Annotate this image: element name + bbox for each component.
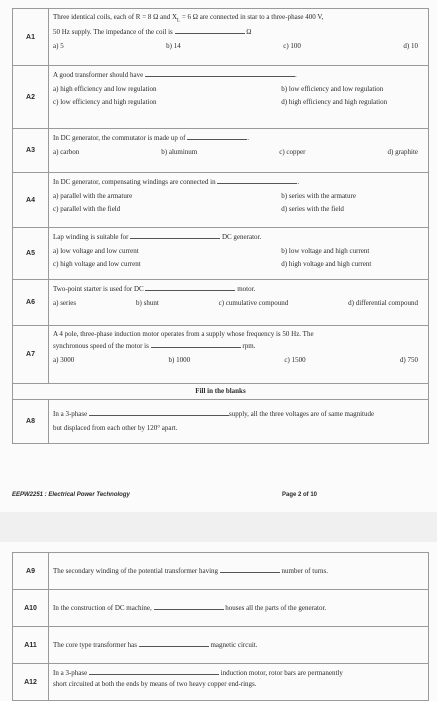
question-row	[13, 664, 429, 701]
option[interactable]: a) series	[53, 299, 77, 307]
question-number: A7	[13, 326, 49, 384]
option[interactable]: c) low efficiency and high regulation	[53, 98, 157, 106]
question-number: A11	[13, 627, 49, 664]
option[interactable]: d) 750	[399, 356, 418, 364]
option[interactable]: b) aluminum	[161, 148, 198, 156]
question-body: Three identical coils, each of R = 8 Ω and $X_L = 6$ Ω are connected in star to a three-phase 400 V, 50 Hz supply. The impedance of the coil is Ω a) 5 b) 14 c) 100 d) 10	[49, 9, 429, 66]
question-row	[13, 326, 429, 384]
option[interactable]: a) low voltage and low current	[53, 247, 139, 255]
option[interactable]: d) differential compound	[348, 299, 418, 307]
question-body: In a 3-phase supply, all the three voltages are of same magnitude but displaced from each other by 120° apart.	[49, 400, 429, 444]
answer-blank[interactable]	[217, 176, 297, 184]
option[interactable]: d) high efficiency and high regulation	[281, 98, 388, 106]
question-number: A5	[13, 228, 49, 280]
question-number: A2	[13, 66, 49, 129]
page-break	[0, 512, 437, 542]
questions-table-page2	[12, 8, 429, 444]
page-number: Page 2 of 10	[282, 492, 318, 498]
question-number: A4	[13, 173, 49, 228]
answer-blank[interactable]	[175, 26, 245, 34]
question-body: The secondary winding of the potential transformer having number of turns.	[49, 553, 429, 590]
question-body: Two-point starter is used for DC motor. a) series b) shunt c) cumulative compound d) differential compound	[49, 280, 429, 326]
option[interactable]: a) carbon	[53, 148, 80, 156]
option[interactable]: c) cumulative compound	[218, 299, 289, 307]
answer-blank[interactable]	[220, 565, 280, 573]
question-body: In the construction of DC machine, houses all the parts of the generator.	[49, 590, 429, 627]
option[interactable]: a) 3000	[53, 356, 75, 364]
section-row	[13, 384, 429, 400]
option[interactable]: c) 1500	[284, 356, 306, 364]
answer-blank[interactable]	[145, 69, 295, 77]
question-row	[13, 173, 429, 228]
option[interactable]: b) low efficiency and low regulation	[281, 85, 384, 93]
question-number: A10	[13, 590, 49, 627]
question-row	[13, 228, 429, 280]
question-body: The core type transformer has magnetic circuit.	[49, 627, 429, 664]
answer-blank[interactable]	[130, 231, 220, 239]
question-number: A1	[13, 9, 49, 66]
option[interactable]: b) 14	[166, 42, 181, 51]
option[interactable]: a) parallel with the armature	[53, 192, 133, 200]
option[interactable]: d) high voltage and high current	[281, 260, 372, 268]
question-body: In DC generator, compensating windings are connected in . a) parallel with the armature b) series with the armature c) parallel with the field d) series with the field	[49, 173, 429, 228]
answer-blank[interactable]	[187, 132, 247, 140]
question-body: Lap winding is suitable for DC generator. a) low voltage and low current b) low voltage and high current c) high voltage and low current d) high voltage and high current	[49, 228, 429, 280]
answer-blank[interactable]	[151, 340, 241, 348]
question-number: A12	[13, 664, 49, 701]
question-number: A3	[13, 129, 49, 173]
question-row	[13, 590, 429, 627]
option[interactable]: b) shunt	[136, 299, 159, 307]
question-body: A 4 pole, three-phase induction motor operates from a supply whose frequency is 50 Hz. The synchronous speed of the motor is rpm. a) 3000 b) 1000 c) 1500 d) 750	[49, 326, 429, 384]
question-number: A6	[13, 280, 49, 326]
option[interactable]: d) 10	[403, 42, 418, 51]
option[interactable]: c) high voltage and low current	[53, 260, 141, 268]
question-row	[13, 66, 429, 129]
option[interactable]: c) copper	[279, 148, 306, 156]
question-row	[13, 280, 429, 326]
question-row	[13, 9, 429, 66]
option[interactable]: c) 100	[283, 42, 301, 51]
option[interactable]: c) parallel with the field	[53, 205, 121, 213]
question-row	[13, 129, 429, 173]
question-row	[13, 400, 429, 444]
answer-blank[interactable]	[145, 283, 235, 291]
option[interactable]: a) 5	[53, 42, 64, 51]
question-row	[13, 553, 429, 590]
section-title: Fill in the blanks	[13, 384, 429, 400]
answer-blank[interactable]	[139, 639, 209, 647]
question-row	[13, 627, 429, 664]
option[interactable]: b) 1000	[168, 356, 191, 364]
option[interactable]: d) series with the field	[281, 205, 344, 213]
option[interactable]: d) graphite	[387, 148, 418, 156]
answer-blank[interactable]	[154, 602, 224, 610]
option[interactable]: b) series with the armature	[281, 192, 356, 200]
answer-blank[interactable]	[89, 667, 219, 675]
questions-table-page3	[12, 552, 429, 701]
option[interactable]: b) low voltage and high current	[281, 247, 370, 255]
question-body: In a 3-phase induction motor, rotor bars are permanently short circuited at both the ends by means of two heavy copper end-rings.	[49, 664, 429, 701]
course-code: EEPW2251 : Electrical Power Technology	[12, 492, 130, 498]
question-body: A good transformer should have . a) high efficiency and low regulation b) low efficiency and low regulation c) low efficiency and high regulation d) high efficiency and high regulation	[49, 66, 429, 129]
question-number: A8	[13, 400, 49, 444]
question-body: In DC generator, the commutator is made up of . a) carbon b) aluminum c) copper d) graphite	[49, 129, 429, 173]
answer-blank[interactable]	[89, 408, 229, 416]
question-number: A9	[13, 553, 49, 590]
option[interactable]: a) high efficiency and low regulation	[53, 85, 157, 93]
